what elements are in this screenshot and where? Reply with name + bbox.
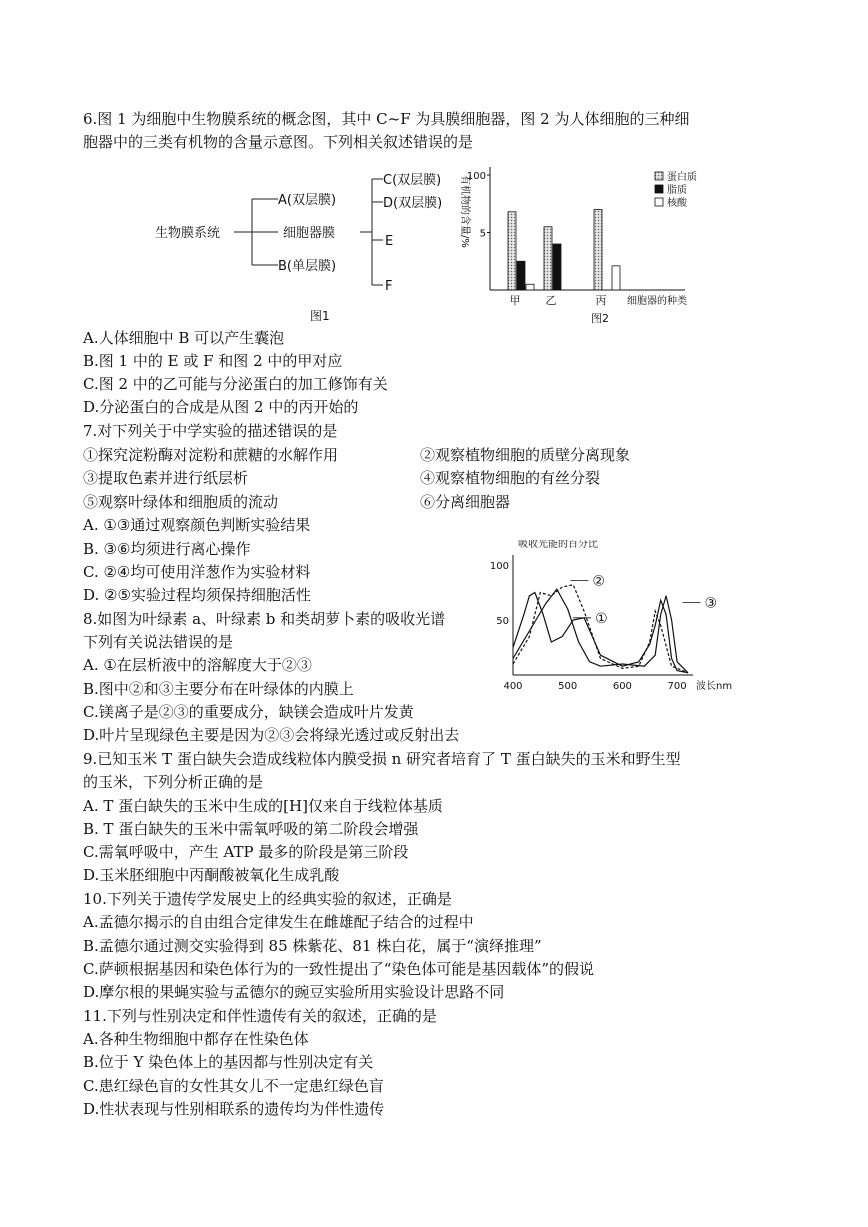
- bar-丙-蛋白质: [594, 210, 602, 291]
- bar-y-axis-label: 有机物的含量/%: [459, 175, 470, 248]
- q10-option-c: C.萨顿根据基因和染色体行为的一致性提出了“染色体可能是基因载体”的假说: [83, 960, 595, 978]
- q7-item-3: ③提取色素并进行纸层析: [83, 469, 249, 487]
- figure-2-caption: 图2: [591, 312, 609, 325]
- absorption-spectrum-chart: [478, 540, 738, 695]
- bar-category-label: 甲: [509, 294, 521, 307]
- q8-option-d: D.叶片呈现绿色主要是因为②③会将绿光透过或反射出去: [83, 726, 460, 744]
- spectrum-curve-2: [513, 585, 688, 673]
- spectrum-series-label-2: ②: [592, 573, 605, 590]
- legend-swatch-脂质: [655, 185, 663, 193]
- legend-label-蛋白质: 蛋白质: [667, 172, 697, 183]
- bar-y-tick: 100: [466, 171, 486, 182]
- q6-stem-line1: 6.图 1 为细胞中生物膜系统的概念图，其中 C~F 为具膜细胞器，图 2 为人体细胞的三种细: [83, 110, 690, 128]
- q7-stem: 7.对下列关于中学实验的描述错误的是: [83, 422, 338, 440]
- spectrum-x-tick: 600: [612, 681, 632, 692]
- q6-option-c: C.图 2 中的乙可能与分泌蛋白的加工修饰有关: [83, 375, 388, 393]
- bar-category-label: 丙: [595, 294, 607, 307]
- bar-甲-蛋白质: [508, 212, 516, 290]
- spectrum-y-tick: 50: [496, 616, 509, 627]
- bar-category-label: 乙: [545, 294, 557, 307]
- q11-option-a: A.各种生物细胞中都存在性染色体: [83, 1030, 309, 1048]
- q10-stem: 10.下列关于遗传学发展史上的经典实验的叙述，正确是: [83, 890, 452, 908]
- legend-swatch-核酸: [655, 198, 663, 206]
- bar-丙-核酸: [612, 266, 620, 290]
- fig1-b-label: B(单层膜): [278, 259, 337, 274]
- legend-swatch-蛋白质: [655, 172, 663, 180]
- q11-option-b: B.位于 Y 染色体上的基因都与性别决定有关: [83, 1053, 374, 1071]
- bar-y-tick: 5: [479, 228, 486, 240]
- legend-label-核酸: 核酸: [667, 198, 687, 209]
- q11-option-d: D.性状表现与性别相联系的遗传均为伴性遗传: [83, 1100, 385, 1118]
- fig1-caption: 图1: [310, 309, 330, 323]
- spectrum-x-tick: 700: [667, 681, 687, 692]
- q7-option-b: B. ③⑥均须进行离心操作: [83, 540, 251, 558]
- q7-option-a: A. ①③通过观察颜色判断实验结果: [83, 516, 311, 534]
- q9-option-b: B. T 蛋白缺失的玉米中需氧呼吸的第二阶段会增强: [83, 820, 419, 838]
- q8-stem-line1: 8.如图为叶绿素 a、叶绿素 b 和类胡萝卜素的吸收光谱: [83, 610, 446, 628]
- q9-option-d: D.玉米胚细胞中丙酮酸被氧化生成乳酸: [83, 866, 340, 884]
- figure-1-concept-map: [150, 165, 450, 325]
- bar-甲-脂质: [517, 261, 525, 290]
- spectrum-x-tick: 500: [558, 681, 578, 692]
- q9-stem-line1: 9.已知玉米 T 蛋白缺失会造成线粒体内膜受损 n 研究者培育了 T 蛋白缺失的玉米和野生型: [83, 750, 681, 768]
- q7-item-5: ⑤观察叶绿体和细胞质的流动: [83, 493, 279, 511]
- fig1-f-label: F: [385, 279, 393, 294]
- q8-stem-line2: 下列有关说法错误的是: [83, 633, 234, 651]
- fig1-mid-label: 细胞器膜: [283, 226, 336, 241]
- q6-option-b: B.图 1 中的 E 或 F 和图 2 中的甲对应: [83, 352, 343, 370]
- q9-stem-line2: 的玉米，下列分析正确的是: [83, 773, 264, 791]
- q7-item-2: ②观察植物细胞的质壁分离现象: [420, 446, 631, 464]
- q6-stem-line2: 胞器中的三类有机物的含量示意图。下列相关叙述错误的是: [83, 133, 474, 151]
- q8-option-c: C.镁离子是②③的重要成分，缺镁会造成叶片发黄: [83, 703, 414, 721]
- q6-option-d: D.分泌蛋白的合成是从图 2 中的丙开始的: [83, 398, 359, 416]
- bar-乙-蛋白质: [544, 227, 552, 290]
- fig1-e-label: E: [385, 234, 394, 249]
- q7-item-6: ⑥分离细胞器: [420, 493, 511, 511]
- bar-x-axis-label: 细胞器的种类: [627, 296, 687, 307]
- spectrum-y-tick: 100: [489, 561, 509, 572]
- q10-option-d: D.摩尔根的果蝇实验与孟德尔的豌豆实验所用实验设计思路不同: [83, 983, 505, 1001]
- fig1-c-label: C(双层膜): [383, 173, 442, 188]
- q8-option-b: B.图中②和③主要分布在叶绿体的内膜上: [83, 680, 354, 698]
- spectrum-series-label-3: ③: [704, 595, 718, 612]
- bar-乙-脂质: [553, 244, 561, 290]
- spectrum-x-axis-label: 波长nm: [696, 681, 733, 692]
- q9-option-a: A. T 蛋白缺失的玉米中生成的[H]仅来自于线粒体基质: [83, 797, 443, 815]
- q6-option-a: A.人体细胞中 B 可以产生囊泡: [83, 329, 285, 347]
- spectrum-series-label-1: ①: [595, 610, 608, 627]
- spectrum-curve-1: [513, 593, 688, 673]
- fig1-root-label: 生物膜系统: [155, 226, 221, 241]
- figure-2-bar-chart: [450, 150, 730, 325]
- q8-option-a: A. ①在层析液中的溶解度大于②③: [83, 656, 312, 674]
- q7-item-1: ①探究淀粉酶对淀粉和蔗糖的水解作用: [83, 446, 339, 464]
- q7-option-d: D. ②⑤实验过程均须保持细胞活性: [83, 586, 311, 604]
- q10-option-a: A.孟德尔揭示的自由组合定律发生在雌雄配子结合的过程中: [83, 913, 474, 931]
- fig1-a-label: A(双层膜): [278, 193, 337, 208]
- q7-item-4: ④观察植物细胞的有丝分裂: [420, 469, 601, 487]
- fig1-d-label: D(双层膜): [383, 196, 443, 211]
- q10-option-b: B.孟德尔通过测交实验得到 85 株紫花、81 株白花，属于“演绎推理”: [83, 937, 542, 955]
- spectrum-title: 吸收光能的百分比: [518, 540, 598, 550]
- bar-甲-核酸: [526, 284, 534, 290]
- spectrum-x-tick: 400: [503, 681, 523, 692]
- q7-option-c: C. ②④均可使用洋葱作为实验材料: [83, 563, 311, 581]
- q11-stem: 11.下列与性别决定和伴性遗传有关的叙述，正确的是: [83, 1007, 437, 1025]
- legend-label-脂质: 脂质: [667, 185, 687, 196]
- q9-option-c: C.需氧呼吸中，产生 ATP 最多的阶段是第三阶段: [83, 843, 409, 861]
- q11-option-c: C.患红绿色盲的女性其女儿不一定患红绿色盲: [83, 1077, 384, 1095]
